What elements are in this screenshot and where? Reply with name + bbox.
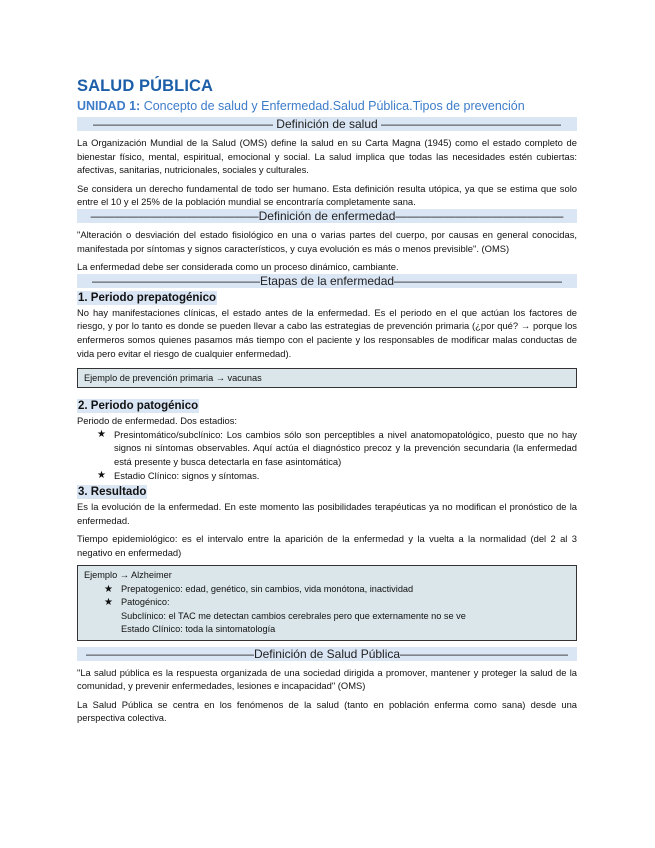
paragraph-tiempo-epidemiologico: Tiempo epidemiológico: es el intervalo entre la aparición de la enfermedad y la vuelta a la normalidad (del 2 al 3 negativo en enfermedad) — [77, 533, 577, 558]
divider-definicion-salud: ——————————————— Definición de salud ——————————————— — [77, 117, 577, 131]
divider-etapas-enfermedad: ——————————————Etapas de la enfermedad—————————————— — [77, 274, 577, 288]
sub-item-estado-clinico: Estado Clínico: toda la sintomatología — [121, 624, 276, 635]
document-title: SALUD PÚBLICA — [77, 77, 214, 95]
paragraph-salud-publica-definicion: "La salud pública es la respuesta organizada de una sociedad dirigida a promover, mantener y proteger la salud de la comunidad, y prevenir enfermedades, lesiones e incapacidad" (OMS) — [77, 666, 577, 692]
paragraph-derecho-fundamental: Se considera un derecho fundamental de todo ser humano. Esta definición resulta utópica, ya que se estima que solo entre el 10 y el 25% de la población mundial se encontraría completamente sana. — [77, 182, 577, 208]
list-item-text: Estadio Clínico: signos y síntomas. — [114, 469, 260, 481]
star-icon: ★ — [97, 469, 106, 481]
list-item — [97, 428, 577, 469]
divider-definicion-salud-publica: ——————————————Definición de Salud Pública—————————————— — [77, 647, 577, 661]
paragraph-resultado: Es la evolución de la enfermedad. En este momento las posibilidades terapéuticas ya no modifican el pronóstico de la enfermedad. — [77, 501, 577, 526]
list-item-text: Presintomático/subclínico: Los cambios sólo son perceptibles a nivel anatomopatológico, puesto que no hay signos ni síntomas observables. Aquí actúa el diagnóstico precoz y la prevención secundaria (la enfermedad está presente y busca detectarla en fase asintomática) — [114, 428, 577, 467]
list-ejemplo — [84, 583, 570, 610]
star-icon: ★ — [104, 597, 113, 609]
subheading-resultado: 3. Resultado — [78, 486, 147, 499]
sub-item-subclinico: Subclínico: el TAC me detectan cambios cerebrales pero que externamente no se ve — [121, 610, 466, 621]
unit-label: UNIDAD 1: — [77, 99, 141, 113]
list-item — [104, 596, 570, 609]
divider-definicion-enfermedad: ——————————————Definición de enfermedad—————————————— — [77, 209, 577, 223]
paragraph-proceso-dinamico: La enfermedad debe ser considerada como un proceso dinámico, cambiante. — [77, 261, 399, 273]
subheading-prepatogenico: 1. Periodo prepatogénico — [78, 291, 217, 304]
paragraph-patogenico: Periodo de enfermedad. Dos estadios: — [77, 415, 237, 427]
unit-heading — [77, 98, 577, 114]
example-heading: Ejemplo → Alzheimer — [84, 570, 172, 581]
star-icon: ★ — [97, 428, 106, 440]
paragraph-prepatogenico: No hay manifestaciones clínicas, el estado antes de la enfermedad. Es el periodo en el que actúan los factores de riesgo, y por lo tanto es donde se pueden llevar a cabo las estrategias de prevención primaria (¿por qué? → porque los enfermeros somos quienes pasamos más tiempo con el paciente y los responsables de modificar malas conductas de vida pero evitar el riesgo de cualquier enfermedad). — [77, 306, 577, 359]
paragraph-enfermedad-definicion: "Alteración o desviación del estado fisiológico en una o varias partes del cuerpo, por causas en general conocidas, manifestada por síntomas y signos característicos, y cuya evolución es más o menos previsible". (OMS) — [77, 228, 577, 254]
list-item — [97, 469, 577, 483]
example-box-prevencion: Ejemplo de prevención primaria → vacunas — [77, 368, 577, 388]
example-box-alzheimer — [77, 565, 577, 640]
paragraph-perspectiva-colectiva: La Salud Pública se centra en los fenómenos de la salud (tanto en población enferma como sana) desde una perspectiva colectiva. — [77, 698, 577, 724]
subheading-patogenico: 2. Periodo patogénico — [78, 400, 199, 413]
paragraph-oms-definicion: La Organización Mundial de la Salud (OMS) define la salud en su Carta Magna (1945) como el estado completo de bienestar físico, mental, espiritual, emocional y social. La salud implica que todas las necesidades estén cubiertas: afectivas, sanitarias, nutricionales, sociales y culturales. — [77, 137, 577, 176]
star-icon: ★ — [104, 583, 113, 595]
unit-text: Concepto de salud y Enfermedad.Salud Pública.Tipos de prevención — [143, 99, 525, 113]
document-page — [77, 76, 577, 725]
list-item — [104, 583, 570, 596]
list-item-text: Prepatogenico: edad, genético, sin cambios, vida monótona, inactividad — [121, 583, 414, 594]
list-item-text: Patogénico: — [121, 597, 170, 608]
list-estadios — [77, 428, 577, 482]
